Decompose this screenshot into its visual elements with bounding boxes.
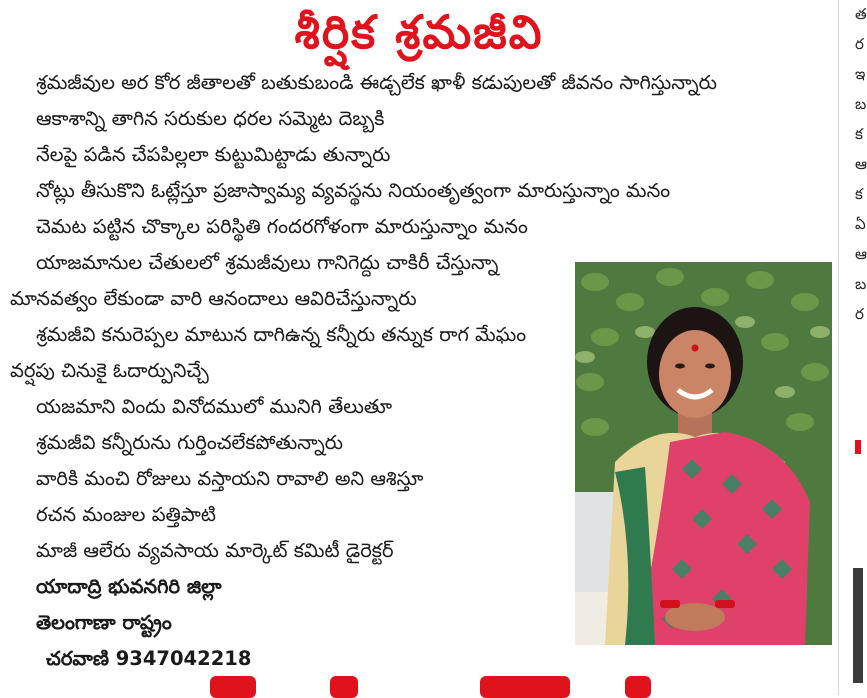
poem-line-5: చెమట పట్టిన చొక్కాల పరిస్థితి గందరగోళంగా మారుస్తున్నాం మనం bbox=[36, 215, 528, 238]
author-designation: మాజీ ఆలేరు వ్యవసాయ మార్కెట్ కమిటీ డైరెక్టర్ bbox=[36, 539, 394, 562]
adjacent-char: ఆ bbox=[855, 155, 867, 173]
adjacent-char: ఏ bbox=[855, 215, 866, 233]
adjacent-char: బ bbox=[855, 275, 867, 293]
poem-line-9: వర్షపు చినుకై ఓదార్పునిచ్చే bbox=[10, 359, 209, 382]
poem-line-10: యజమాని విందు వినోదములో మునిగి తేలుతూ bbox=[36, 395, 393, 418]
author-photo bbox=[575, 262, 832, 645]
adjacent-column-strip bbox=[838, 0, 867, 695]
adjacent-char: క bbox=[855, 185, 863, 203]
adjacent-char: ర bbox=[855, 305, 864, 323]
adjacent-image-edge bbox=[853, 568, 863, 683]
next-title-fragment bbox=[625, 676, 651, 698]
poem-line-3: నేలపై పడిన చేపపిల్లలా కుట్టుమిట్టాడు తున్నారు bbox=[36, 143, 391, 166]
poem-line-8: శ్రమజీవి కనురెప్పల మాటున దాగిఉన్న కన్నీరు తన్నుక రాగ మేఘం bbox=[36, 323, 527, 346]
next-title-fragment bbox=[210, 676, 256, 698]
poem-line-12: వారికి మంచి రోజులు వస్తాయని రావాలి అని ఆశిస్తూ bbox=[36, 467, 424, 490]
poem-line-4: నోట్లు తీసుకొని ఓట్లేస్తూ ప్రజాస్వామ్య వ్యవస్థను నియంతృత్వంగా మారుస్తున్నాం మనం bbox=[36, 179, 671, 202]
adjacent-char: బ bbox=[855, 95, 867, 113]
adjacent-char: ర bbox=[855, 35, 864, 53]
author-state: తెలంగాణా రాష్ట్రం bbox=[36, 611, 172, 634]
author-phone: చరవాణి 9347042218 bbox=[46, 647, 252, 670]
adjacent-char: త bbox=[855, 5, 867, 23]
poem-line-6: యాజమానుల చేతులలో శ్రమజీవులు గానిగెద్దు చాకిరీ చేస్తున్నా bbox=[36, 251, 499, 274]
adjacent-char: ఆ bbox=[855, 245, 867, 263]
poem-line-1: శ్రమజీవుల అర కోర జీతాలతో బతుకుబండి ఈడ్చలేక ఖాళీ కడుపులతో జీవనం సాగిస్తున్నారు bbox=[36, 71, 717, 94]
red-mark bbox=[855, 440, 861, 454]
poem-line-7: మానవత్వం లేకుండా వారి ఆనందాలు ఆవిరిచేస్తున్నారు bbox=[10, 287, 417, 310]
adjacent-char: ఇ bbox=[855, 65, 866, 83]
poem-line-2: ఆకాశాన్ని తాగిన సరుకుల ధరల సమ్మెట దెబ్బకి bbox=[36, 107, 385, 130]
page-title: శీర్షిక శ్రమజీవి bbox=[294, 5, 544, 59]
author-district: యాదాద్రి భువనగిరి జిల్లా bbox=[36, 575, 222, 598]
poem-line-11: శ్రమజీవి కన్నీరును గుర్తించలేకపోతున్నారు bbox=[36, 431, 344, 454]
next-title-fragment bbox=[330, 676, 358, 698]
next-title-fragment bbox=[480, 676, 570, 698]
adjacent-char: క bbox=[855, 125, 863, 143]
author-name: రచన మంజుల పత్తిపాటి bbox=[36, 503, 216, 526]
